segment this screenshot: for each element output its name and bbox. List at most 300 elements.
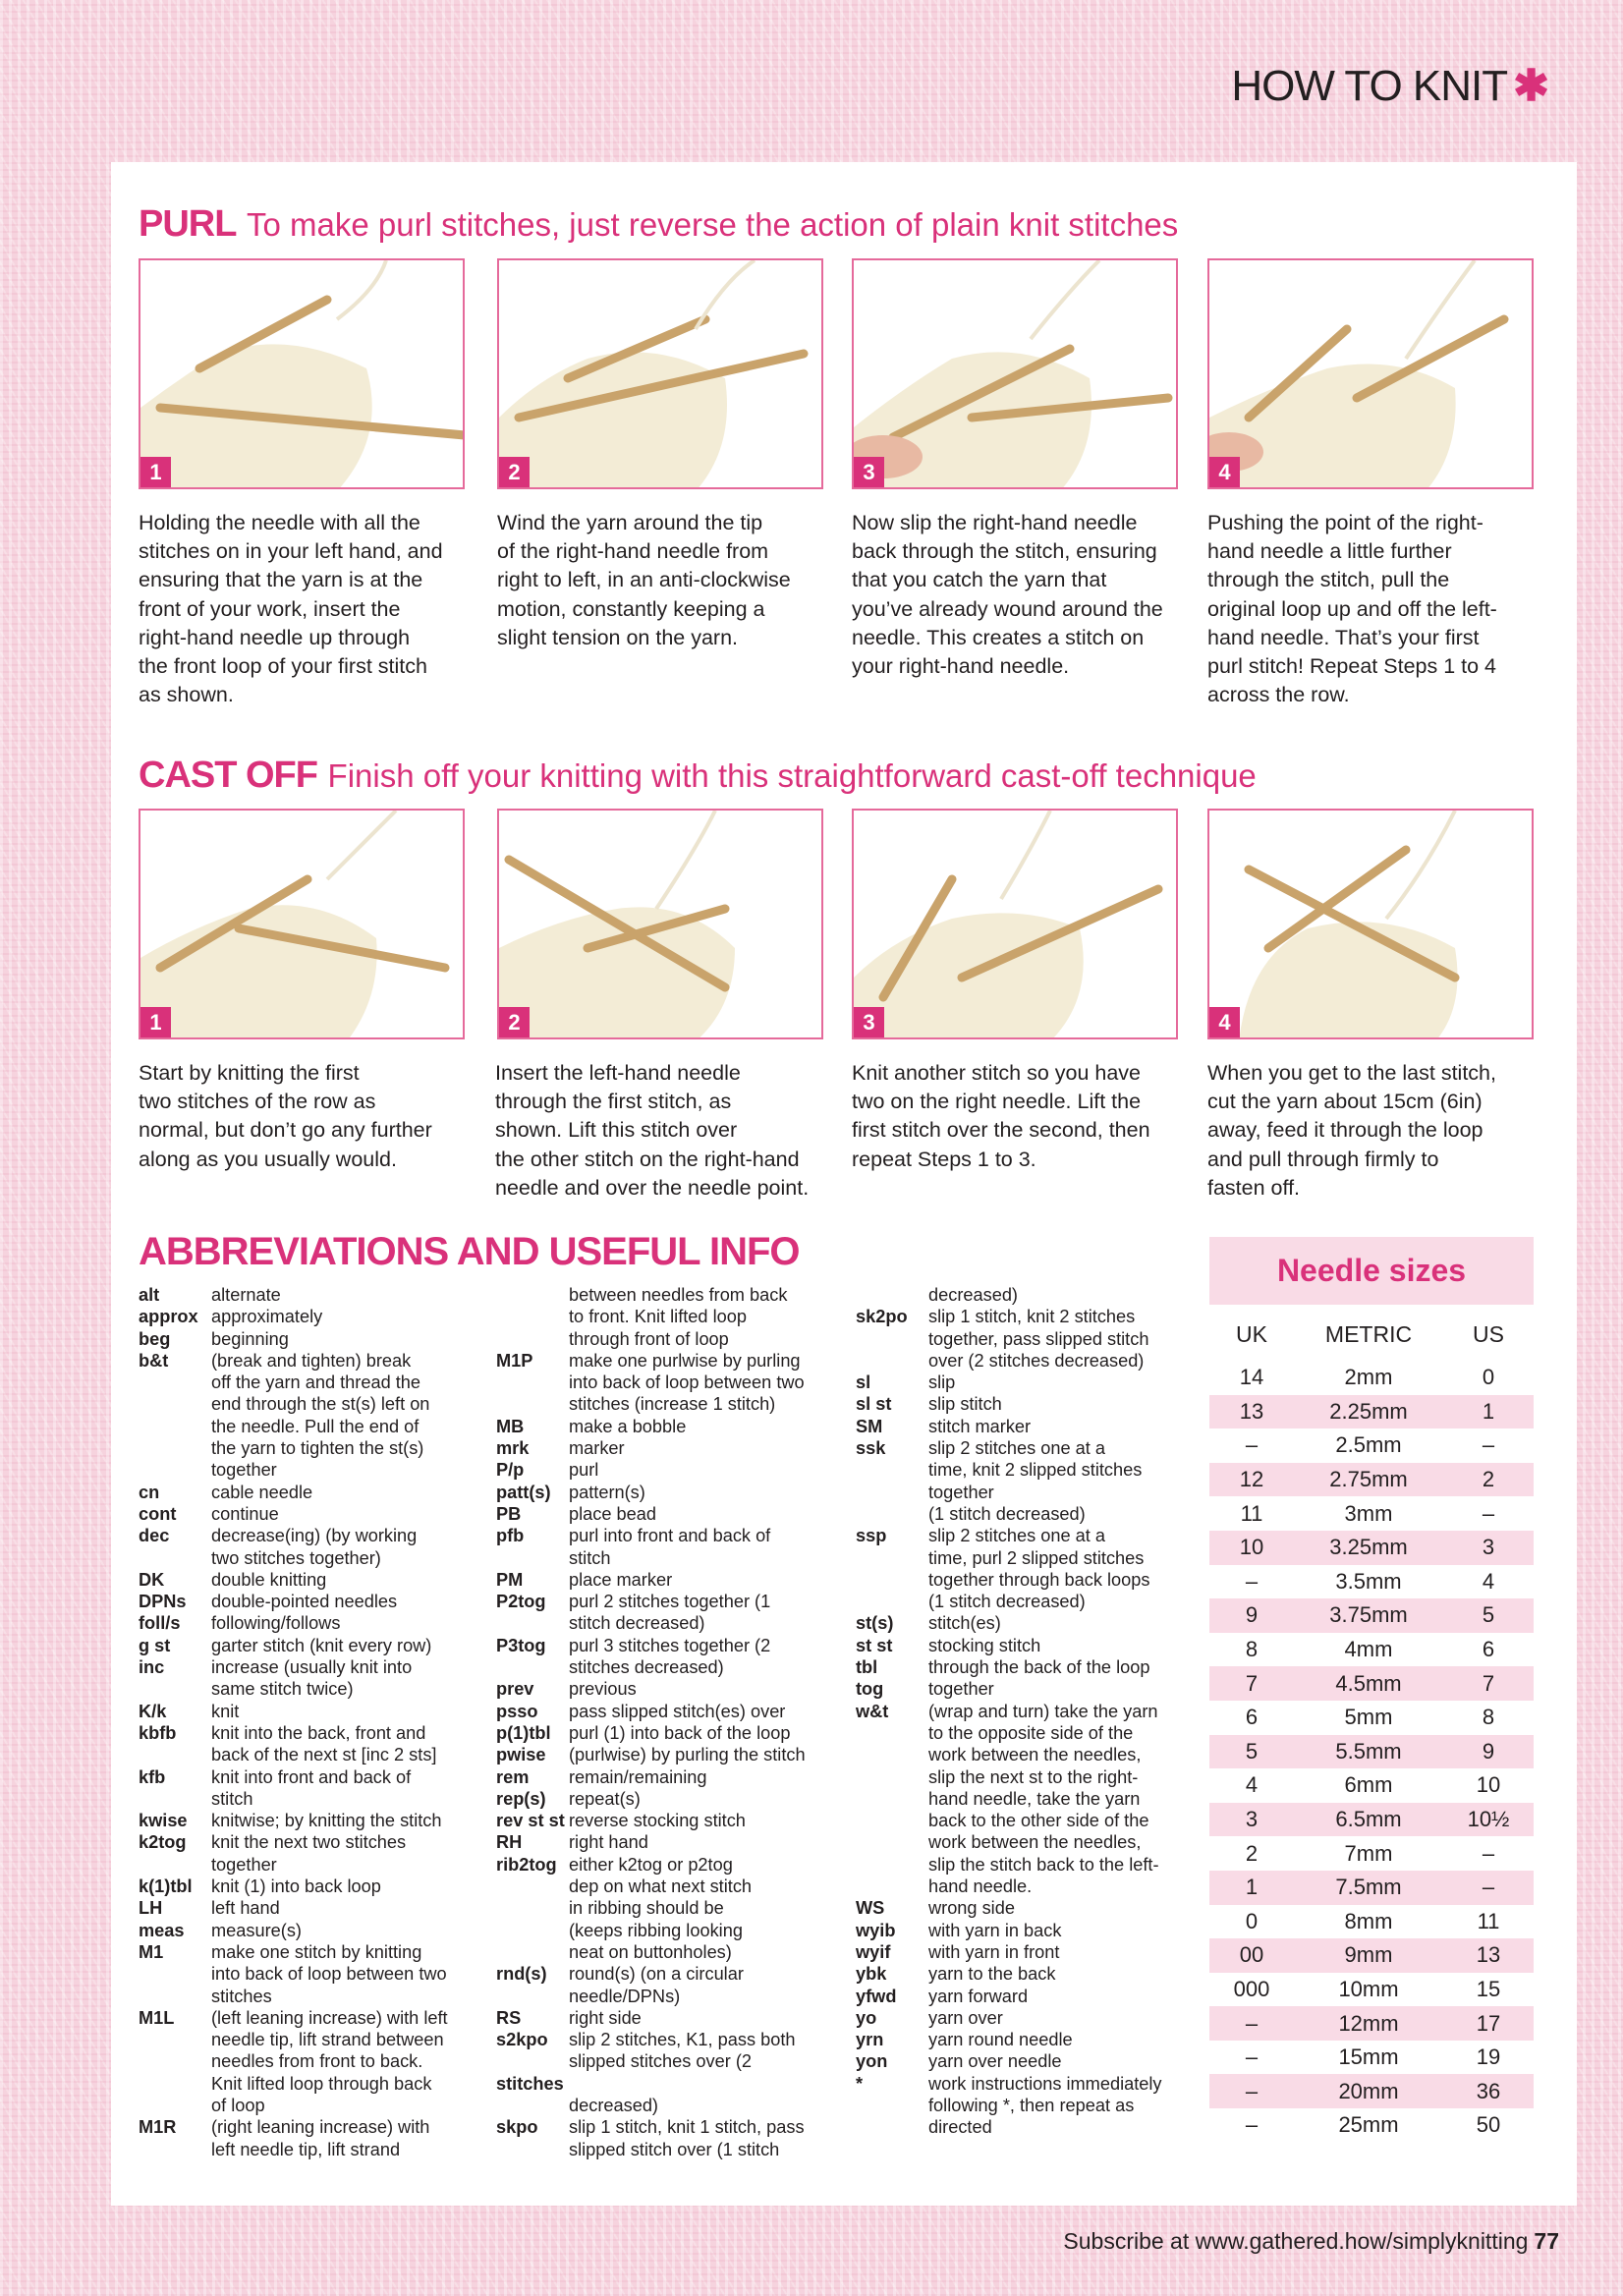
abbreviation-entry	[496, 2073, 835, 2095]
needle-size-row	[1209, 1565, 1534, 1599]
abbreviation-entry	[496, 1766, 835, 1788]
metric-size: 20mm	[1338, 2078, 1399, 2103]
cast-off-step-3-caption: Knit another stitch so you have two on the right needle. Lift the first stitch over the second, then repeat Steps 1 to 3.	[852, 1061, 1150, 1171]
abbreviation-entry	[856, 1612, 1195, 1634]
metric-size: 3.25mm	[1329, 1535, 1408, 1560]
step-number-badge: 2	[499, 1007, 530, 1037]
abbreviation-term: DPNs	[139, 1592, 187, 1612]
purl-title-sub: To make purl stitches, just reverse the action of plain knit stitches	[247, 206, 1179, 243]
abbreviation-term: patt(s)	[496, 1482, 551, 1502]
uk-size: 3	[1245, 1807, 1259, 1832]
abbreviation-definition: yarn forward	[928, 1986, 1029, 2006]
abbreviation-term: PB	[496, 1503, 522, 1524]
abbreviation-definition: together	[928, 1679, 994, 1700]
knitting-photo-icon	[854, 260, 1178, 489]
needle-size-row	[1209, 1633, 1534, 1667]
us-size: 3	[1482, 1535, 1495, 1560]
purl-photo-3	[852, 258, 1178, 489]
abbreviation-term: yo	[856, 2007, 877, 2028]
abbreviation-term: rib2tog	[496, 1854, 557, 1875]
cast-off-step-2-caption: Insert the left-hand needle through the first stitch, as shown. Lift this stitch over the other stitch on the right-hand needle and over the needle point.	[495, 1061, 810, 1200]
abbreviation-term: yfwd	[856, 1986, 897, 2006]
subscribe-text: Subscribe at www.gathered.how/simplyknitting	[1063, 2228, 1529, 2254]
abbreviation-entry	[496, 1744, 835, 1765]
abbreviations-column-1	[139, 1284, 482, 2160]
needle-size-row	[1209, 1803, 1534, 1837]
abbreviation-entry	[139, 1722, 482, 1766]
abbreviation-entry	[496, 1722, 835, 1744]
abbreviation-term: pfb	[496, 1526, 525, 1546]
abbreviation-entry	[139, 1810, 482, 1831]
abbreviation-term: sl st	[856, 1394, 892, 1415]
uk-size: 12	[1239, 1467, 1264, 1492]
abbreviation-term: DK	[139, 1569, 165, 1590]
abbreviation-term: g st	[139, 1635, 171, 1655]
abbreviation-term: P/p	[496, 1460, 525, 1481]
us-size: 8	[1482, 1705, 1495, 1730]
cast-off-photo-4	[1207, 809, 1534, 1039]
needle-size-row	[1209, 1701, 1534, 1735]
abbreviation-entry	[496, 2116, 835, 2160]
needle-size-row	[1209, 1395, 1534, 1429]
cast-off-title-sub: Finish off your knitting with this straightforward cast-off technique	[327, 757, 1257, 794]
abbreviation-definition: stitch(es)	[928, 1613, 1001, 1634]
purl-step-2-caption: Wind the yarn around the tip of the right-hand needle from right to left, in an anti-clockwise motion, constantly keeping a slight tension on the yarn.	[497, 511, 791, 649]
cast-off-step-1-caption: Start by knitting the first two stitches of the row as normal, but don’t go any further along as you usually would.	[139, 1061, 432, 1171]
abbreviation-definition: cable needle	[211, 1482, 313, 1502]
abbreviation-entry	[139, 1656, 482, 1701]
abbreviation-definition: repeat(s)	[569, 1788, 641, 1809]
abbreviation-term: RS	[496, 2007, 522, 2028]
abbreviation-definition: (break and tighten) break off the yarn and thread the end through the st(s) left on the needle. Pull the end of the yarn to tighten the st(s) together	[211, 1350, 430, 1481]
step-number-badge: 3	[854, 1007, 884, 1037]
uk-size: –	[1245, 2078, 1259, 2103]
abbreviation-definition: right hand	[569, 1832, 648, 1853]
abbreviation-entry	[139, 1525, 482, 1569]
abbreviation-term: dec	[139, 1526, 170, 1546]
knitting-photo-icon	[854, 811, 1178, 1039]
abbreviation-definition: purl 3 stitches together (2 stitches decreased)	[569, 1635, 771, 1678]
abbreviation-entry	[856, 2073, 1195, 2139]
abbreviation-entry	[496, 1810, 835, 1831]
abbreviation-term: kwise	[139, 1811, 188, 1831]
needle-size-row	[1209, 2041, 1534, 2075]
abbreviation-entry	[496, 1284, 835, 1350]
uk-size: 11	[1240, 1500, 1263, 1526]
abbreviation-entry	[139, 1591, 482, 1612]
abbreviation-definition: garter stitch (knit every row)	[211, 1635, 432, 1655]
abbreviation-term: stitches	[496, 2073, 564, 2094]
abbreviation-definition: left hand	[211, 1898, 280, 1919]
abbreviation-entry	[139, 2007, 482, 2116]
abbreviation-term: cont	[139, 1503, 177, 1524]
abbreviation-entry	[139, 1284, 482, 1306]
abbreviation-definition: place bead	[569, 1503, 656, 1524]
abbreviation-term: tog	[856, 1679, 884, 1700]
cast-off-step-4-caption: When you get to the last stitch, cut the yarn about 15cm (6in) away, feed it through the loop and pull through firmly to fasten off.	[1207, 1061, 1496, 1200]
abbreviation-term: approx	[139, 1307, 198, 1327]
abbreviation-definition: round(s) (on a circular needle/DPNs)	[569, 1964, 744, 2006]
abbreviation-definition: make a bobble	[569, 1416, 687, 1436]
abbreviation-entry	[496, 1591, 835, 1635]
abbreviation-definition: measure(s)	[211, 1920, 302, 1940]
needle-sizes-header-row	[1209, 1309, 1534, 1361]
abbreviation-term: kfb	[139, 1766, 166, 1787]
uk-size: 14	[1239, 1365, 1264, 1390]
metric-size: 2.5mm	[1335, 1432, 1402, 1458]
us-size: –	[1482, 1500, 1495, 1526]
us-size: 15	[1476, 1976, 1501, 2001]
step-number-badge: 4	[1209, 1007, 1240, 1037]
us-size: 11	[1477, 1908, 1500, 1933]
abbreviation-entry	[856, 1986, 1195, 2007]
needle-size-row	[1209, 1598, 1534, 1633]
us-size: 10	[1476, 1772, 1501, 1798]
abbreviation-entry	[856, 1635, 1195, 1656]
cast-off-photo-2	[497, 809, 823, 1039]
cast-off-title-bold: CAST OFF	[139, 755, 317, 796]
metric-size: 4.5mm	[1335, 1670, 1402, 1696]
abbreviation-entry	[496, 1459, 835, 1481]
abbreviation-entry	[856, 1372, 1195, 1393]
cast-off-photo-row	[139, 809, 1534, 1039]
abbreviation-definition: remain/remaining	[569, 1766, 707, 1787]
abbreviation-definition: yarn over	[928, 2007, 1003, 2028]
abbreviation-term: prev	[496, 1679, 534, 1700]
abbreviation-definition: slip 1 stitch, knit 2 stitches together, pass slipped stitch over (2 stitches decreased)	[928, 1307, 1149, 1371]
abbreviation-definition: slip 2 stitches one at a time, knit 2 slipped stitches together (1 stitch decreased)	[928, 1438, 1143, 1524]
abbreviation-entry	[496, 1701, 835, 1722]
page-content	[111, 162, 1577, 2206]
abbreviation-entry	[856, 2007, 1195, 2029]
step-number-badge: 1	[140, 457, 171, 487]
abbreviation-definition: marker	[569, 1438, 625, 1459]
abbreviation-definition: through the back of the loop	[928, 1657, 1150, 1678]
abbreviation-definition: approximately	[211, 1307, 323, 1327]
needle-size-row	[1209, 1836, 1534, 1871]
abbreviation-definition: knit into front and back of stitch	[211, 1766, 412, 1809]
abbreviation-term: WS	[856, 1898, 885, 1919]
abbreviation-term	[856, 1284, 928, 1306]
abbreviation-definition: place marker	[569, 1569, 673, 1590]
needle-size-row	[1209, 2108, 1534, 2143]
abbreviation-entry	[496, 2007, 835, 2029]
abbreviation-term: yrn	[856, 2030, 884, 2050]
abbreviation-term: k(1)tbl	[139, 1876, 193, 1897]
abbreviation-definition: double knitting	[211, 1569, 327, 1590]
us-size: –	[1482, 1875, 1495, 1900]
abbreviation-entry	[856, 1920, 1195, 1941]
metric-size: 2.25mm	[1329, 1398, 1408, 1424]
needle-size-row	[1209, 1531, 1534, 1565]
abbreviation-definition: (purlwise) by purling the stitch	[569, 1745, 806, 1765]
uk-size: –	[1245, 1568, 1259, 1594]
abbreviation-entry	[496, 1788, 835, 1810]
header-metric: METRIC	[1324, 1321, 1413, 1347]
step-number-badge: 4	[1209, 457, 1240, 487]
abbreviation-entry	[856, 1678, 1195, 1700]
knitting-photo-icon	[499, 260, 823, 489]
needle-size-row	[1209, 1463, 1534, 1497]
uk-size: 0	[1245, 1908, 1259, 1933]
abbreviation-definition: purl (1) into back of the loop	[569, 1722, 791, 1743]
uk-size: 13	[1239, 1398, 1264, 1424]
abbreviation-entry	[496, 1482, 835, 1503]
abbreviation-entry	[496, 1963, 835, 2007]
purl-step-4-caption: Pushing the point of the right- hand needle a little further through the stitch, pull the original loop up and off the left- hand needle. That’s your first purl stitch! Repeat Steps 1 to 4 across the row.	[1207, 511, 1497, 707]
uk-size: –	[1245, 2010, 1259, 2036]
abbreviation-term: LH	[139, 1898, 163, 1919]
abbreviation-definition: decrease(ing) (by working two stitches together)	[211, 1526, 418, 1568]
needle-size-row	[1209, 1768, 1534, 1803]
abbreviation-term: kbfb	[139, 1722, 177, 1743]
abbreviation-entry	[139, 1766, 482, 1811]
abbreviation-entry	[856, 1284, 1195, 1306]
abbreviation-entry	[139, 1831, 482, 1876]
abbreviation-definition	[569, 2073, 835, 2095]
abbreviation-term: M1	[139, 1941, 164, 1962]
abbreviation-entry	[856, 1656, 1195, 1678]
abbreviation-term: P3tog	[496, 1635, 546, 1655]
abbreviation-definition: stitch marker	[928, 1416, 1032, 1436]
abbreviation-term: psso	[496, 1701, 538, 1721]
header-us: US	[1473, 1321, 1504, 1347]
abbreviation-entry	[496, 1678, 835, 1700]
uk-size: 4	[1245, 1772, 1259, 1798]
abbreviation-entry	[496, 1503, 835, 1525]
us-size: –	[1482, 1840, 1495, 1866]
abbreviation-term: mrk	[496, 1438, 530, 1459]
abbreviation-entry	[139, 1306, 482, 1327]
abbreviation-definition: between needles from back to front. Knit lifted loop through front of loop	[569, 1285, 788, 1349]
abbreviation-term: SM	[856, 1416, 883, 1436]
uk-size: 7	[1245, 1670, 1259, 1696]
us-size: 50	[1476, 2112, 1501, 2138]
abbreviation-definition: decreased)	[928, 1285, 1018, 1305]
needle-size-row	[1209, 1905, 1534, 1939]
abbreviation-definition: slip 1 stitch, knit 1 stitch, pass slipped stitch over (1 stitch	[569, 2117, 805, 2159]
abbreviation-entry	[139, 1482, 482, 1503]
abbreviation-term: ssk	[856, 1438, 886, 1459]
uk-size: –	[1245, 2044, 1259, 2070]
metric-size: 8mm	[1344, 1908, 1393, 1933]
abbreviation-entry	[139, 1328, 482, 1350]
abbreviation-definition: knit	[211, 1701, 240, 1721]
abbreviation-definition: previous	[569, 1679, 637, 1700]
abbreviation-definition: yarn over needle	[928, 2051, 1062, 2072]
abbreviation-term: w&t	[856, 1701, 889, 1721]
section-header-label: HOW TO KNIT	[1231, 62, 1508, 110]
metric-size: 2.75mm	[1329, 1467, 1408, 1492]
abbreviation-term: rnd(s)	[496, 1964, 547, 1985]
abbreviation-term: s2kpo	[496, 2030, 548, 2050]
abbreviation-entry	[139, 1920, 482, 1941]
abbreviation-entry	[139, 1876, 482, 1897]
needle-sizes-table	[1209, 1237, 1534, 2156]
metric-size: 6mm	[1344, 1772, 1393, 1798]
metric-size: 3.75mm	[1329, 1602, 1408, 1628]
us-size: 1	[1482, 1398, 1495, 1424]
needle-size-row	[1209, 2074, 1534, 2108]
metric-size: 15mm	[1338, 2044, 1399, 2070]
cast-off-photo-3	[852, 809, 1178, 1039]
knitting-photo-icon	[1209, 811, 1534, 1039]
abbreviation-entry	[496, 1437, 835, 1459]
abbreviation-term: ybk	[856, 1964, 887, 1985]
abbreviation-entry	[496, 2095, 835, 2116]
abbreviation-term: k2tog	[139, 1832, 187, 1853]
abbreviation-term: pwise	[496, 1745, 546, 1765]
abbreviation-entry	[496, 1350, 835, 1416]
step-number-badge: 2	[499, 457, 530, 487]
abbreviation-term: M1R	[139, 2117, 177, 2138]
uk-size: 00	[1239, 1942, 1264, 1968]
abbreviation-term: rev st st	[496, 1811, 565, 1831]
abbreviation-term: alt	[139, 1285, 160, 1305]
uk-size: –	[1245, 2112, 1259, 2138]
abbreviation-definition: slip 2 stitches, K1, pass both slipped stitches over (2	[569, 2030, 796, 2072]
purl-photo-2	[497, 258, 823, 489]
abbreviation-definition: with yarn in back	[928, 1920, 1062, 1940]
abbreviation-definition: make one stitch by knitting into back of loop between two stitches	[211, 1941, 447, 2006]
abbreviation-entry	[856, 1416, 1195, 1437]
metric-size: 7.5mm	[1335, 1875, 1402, 1900]
abbreviation-term: b&t	[139, 1350, 169, 1371]
abbreviation-term: PM	[496, 1569, 524, 1590]
abbreviation-definition: (right leaning increase) with left needle tip, lift strand	[211, 2117, 430, 2159]
abbreviation-term: inc	[139, 1657, 165, 1678]
abbreviation-entry	[496, 1831, 835, 1853]
abbreviation-definition: alternate	[211, 1285, 281, 1305]
abbreviation-term: sl	[856, 1372, 871, 1393]
asterisk-icon: ✱	[1513, 62, 1548, 110]
us-size: 19	[1476, 2044, 1501, 2070]
abbreviation-term: wyib	[856, 1920, 896, 1940]
purl-title	[139, 203, 1178, 246]
abbreviation-definition: knit into the back, front and back of the next st [inc 2 sts]	[211, 1722, 437, 1765]
knitting-photo-icon	[140, 811, 465, 1039]
abbreviation-entry	[139, 1635, 482, 1656]
abbreviation-term: tbl	[856, 1657, 878, 1678]
page-number: 77	[1534, 2228, 1559, 2254]
metric-size: 25mm	[1338, 2112, 1399, 2138]
purl-photo-row	[139, 258, 1534, 489]
uk-size: 2	[1245, 1840, 1259, 1866]
us-size: 9	[1482, 1738, 1495, 1764]
abbreviation-entry	[856, 1897, 1195, 1919]
abbreviation-definition: following/follows	[211, 1613, 341, 1634]
abbreviation-definition: slip 2 stitches one at a time, purl 2 slipped stitches together through back loops (1 stitch decreased)	[928, 1526, 1150, 1612]
cast-off-title	[139, 755, 1257, 797]
abbreviation-term: st st	[856, 1635, 893, 1655]
us-size: 5	[1482, 1602, 1495, 1628]
abbreviation-term: M1L	[139, 2007, 175, 2028]
abbreviation-term	[496, 2095, 569, 2116]
needle-size-row	[1209, 1666, 1534, 1701]
abbreviation-entry	[139, 1350, 482, 1482]
abbreviation-definition: knitwise; by knitting the stitch	[211, 1811, 442, 1831]
needle-sizes-title: Needle sizes	[1209, 1237, 1534, 1305]
abbreviation-entry	[496, 1569, 835, 1591]
metric-size: 2mm	[1344, 1365, 1393, 1390]
abbreviation-definition: beginning	[211, 1328, 289, 1349]
step-number-badge: 1	[140, 1007, 171, 1037]
abbreviation-definition: make one purlwise by purling into back of loop between two stitches (increase 1 stitch)	[569, 1350, 805, 1415]
uk-size: 6	[1245, 1705, 1259, 1730]
abbreviation-term: MB	[496, 1416, 525, 1436]
needle-size-row	[1209, 1496, 1534, 1531]
abbreviation-definition: (wrap and turn) take the yarn to the opposite side of the work between the needles, slip the next st to the right- hand needle, take the yarn back to the other side of the work between the needles, slip the stitch back to the left- hand needle.	[928, 1701, 1159, 1897]
abbreviation-entry	[856, 2050, 1195, 2072]
us-size: 13	[1476, 1942, 1501, 1968]
abbreviation-definition: slip stitch	[928, 1394, 1002, 1415]
abbreviation-definition: purl 2 stitches together (1 stitch decreased)	[569, 1592, 771, 1634]
abbreviation-term: K/k	[139, 1701, 167, 1721]
abbreviations-title: ABBREVIATIONS AND USEFUL INFO	[139, 1230, 800, 1273]
abbreviation-term: foll/s	[139, 1613, 181, 1634]
abbreviation-entry	[856, 1306, 1195, 1372]
abbreviation-entry	[139, 1897, 482, 1919]
metric-size: 6.5mm	[1335, 1807, 1402, 1832]
needle-size-row	[1209, 1871, 1534, 1905]
abbreviation-entry	[139, 1941, 482, 2007]
uk-size: 1	[1245, 1875, 1259, 1900]
abbreviation-term: wyif	[856, 1941, 891, 1962]
us-size: 0	[1482, 1365, 1495, 1390]
abbreviation-definition: either k2tog or p2tog dep on what next stitch in ribbing should be (keeps ribbing looking neat on buttonholes)	[569, 1854, 753, 1962]
section-header	[1231, 61, 1548, 111]
abbreviation-entry	[496, 1854, 835, 1963]
uk-size: 5	[1245, 1738, 1259, 1764]
abbreviation-definition: stocking stitch	[928, 1635, 1041, 1655]
abbreviation-definition: slip	[928, 1372, 956, 1393]
abbreviation-term: p(1)tbl	[496, 1722, 551, 1743]
abbreviation-entry	[856, 2029, 1195, 2050]
us-size: 10½	[1467, 1807, 1510, 1832]
abbreviation-definition: increase (usually knit into same stitch twice)	[211, 1657, 413, 1700]
abbreviation-entry	[856, 1701, 1195, 1898]
abbreviations-column-3	[856, 1284, 1195, 2139]
us-size: 17	[1476, 2010, 1501, 2036]
abbreviation-definition: (left leaning increase) with left needle tip, lift strand between needles from front to back. Knit lifted loop through back of loop	[211, 2007, 448, 2115]
uk-size: 8	[1245, 1637, 1259, 1662]
abbreviation-definition: pattern(s)	[569, 1482, 645, 1502]
metric-size: 4mm	[1344, 1637, 1393, 1662]
abbreviation-entry	[139, 1701, 482, 1722]
abbreviation-term: st(s)	[856, 1613, 894, 1634]
abbreviation-definition: knit the next two stitches together	[211, 1832, 407, 1875]
us-size: 6	[1482, 1637, 1495, 1662]
abbreviation-term: ssp	[856, 1526, 887, 1546]
needle-size-row	[1209, 1735, 1534, 1769]
abbreviation-definition: purl into front and back of stitch	[569, 1526, 771, 1568]
abbreviation-term: *	[856, 2073, 864, 2094]
abbreviation-entry	[139, 1503, 482, 1525]
metric-size: 9mm	[1344, 1942, 1393, 1968]
abbreviation-term: yon	[856, 2051, 888, 2072]
cast-off-photo-1	[139, 809, 465, 1039]
abbreviation-term: beg	[139, 1328, 171, 1349]
uk-size: 10	[1239, 1535, 1264, 1560]
metric-size: 5mm	[1344, 1705, 1393, 1730]
abbreviation-term: P2tog	[496, 1592, 546, 1612]
abbreviation-entry	[139, 1569, 482, 1591]
abbreviation-term: sk2po	[856, 1307, 908, 1327]
us-size: 36	[1476, 2078, 1501, 2103]
abbreviation-entry	[496, 1525, 835, 1569]
abbreviation-definition: right side	[569, 2007, 642, 2028]
abbreviation-entry	[496, 1416, 835, 1437]
